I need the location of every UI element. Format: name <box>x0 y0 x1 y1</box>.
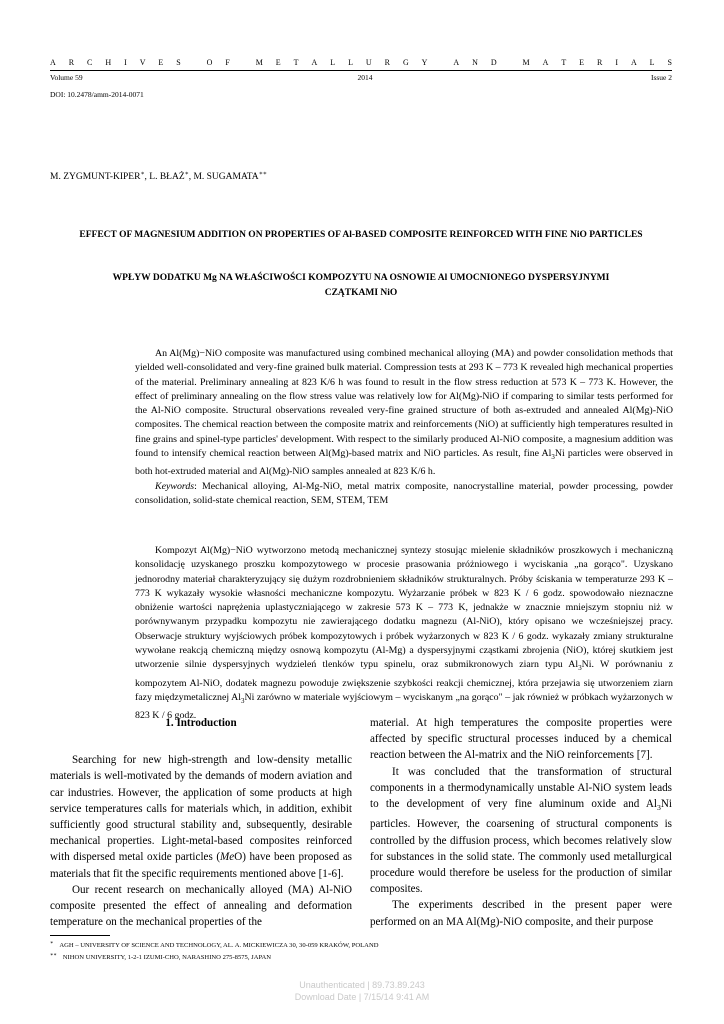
author-name: M. SUGAMATA <box>193 172 259 183</box>
journal-letter: M <box>255 58 263 67</box>
journal-letter: R <box>597 58 603 67</box>
author-name: L. BŁAŻ <box>149 172 185 183</box>
author-name: M. ZYGMUNT-KIPER <box>50 172 141 183</box>
journal-letter: I <box>124 58 127 67</box>
journal-letter: A <box>542 58 549 67</box>
journal-letter: E <box>275 58 281 67</box>
journal-letter: L <box>649 58 655 67</box>
body-paragraph: Searching for new high-strength and low-density metallic materials is well-motivated by the demands of modern aviation and car industries. However, the application of some products at high service temperatures calls for materials which, in addition, exhibit sufficiently good structural stability and, subsequently, desirable mechanical properties. Light-metal-based composites reinforced with dispersed metal oxide particles (MeO) have been proposed as materials that fit the specific requirements mentioned above [1-6]. <box>50 754 352 880</box>
abstract-english <box>135 347 673 508</box>
header-rule <box>50 70 672 71</box>
journal-letter: U <box>365 58 372 67</box>
affiliation-mark: ∗ <box>140 171 145 177</box>
journal-letter: A <box>311 58 318 67</box>
footnote-mark: ∗ <box>50 941 54 946</box>
year-label: 2014 <box>357 73 373 82</box>
journal-letter: R <box>384 58 390 67</box>
abstract-polish <box>135 544 673 724</box>
journal-letter: T <box>561 58 567 67</box>
keywords-label: Keywords <box>155 480 195 492</box>
body-paragraph: It was concluded that the transformation of structural components in a thermodynamically unstable Al-NiO system leads to the development of very fine aluminum oxide and $Al_3Ni$ particles. However, the coarsening of structural components is controlled by the diffusion process, which becomes relatively slow for substances in the solid state. The commonly used metallurgical procedure would therefore be useless for the production of similar composites. <box>370 765 672 896</box>
journal-name <box>50 58 672 67</box>
body-paragraph: The experiments described in the present paper were performed on an MA Al(Mg)-NiO composite, and their purpose <box>370 899 672 928</box>
download-watermark: Download Date | 7/15/14 9:41 AM <box>294 992 430 1002</box>
journal-letter: S <box>667 58 672 67</box>
journal-letter: A <box>453 58 460 67</box>
journal-letter: L <box>330 58 336 67</box>
journal-letter: M <box>522 58 530 67</box>
journal-letter: L <box>348 58 353 67</box>
footnote-mark: ∗∗ <box>50 953 57 958</box>
body-column-right <box>370 715 672 930</box>
journal-letter: A <box>50 58 56 67</box>
affiliation-mark: ∗∗ <box>258 171 267 177</box>
body-paragraph: material. At high temperatures the composite properties were affected by specific structural processes induced by a chemical reaction between the Al-matrix and the NiO reinforcements [7]. <box>370 717 672 762</box>
journal-letter: A <box>630 58 637 67</box>
journal-letter: N <box>472 58 478 67</box>
journal-letter: G <box>402 58 409 67</box>
journal-letter: I <box>615 58 618 67</box>
journal-letter: Y <box>421 58 428 67</box>
keywords: Keywords: Mechanical alloying, Al-Mg-NiO, metal matrix composite, nanocrystalline material, powder processing, powder consolidation, solid-state chemical reaction, SEM, STEM, TEM <box>135 480 673 506</box>
author-list: M. ZYGMUNT-KIPER∗, L. BŁAŻ∗, M. SUGAMATA∗∗ <box>50 171 267 183</box>
footnote: ∗ AGH – UNIVERSITY OF SCIENCE AND TECHNOLOGY, AL. A. MICKIEWICZA 30, 30-059 KRAKÓW, POLAND <box>50 941 379 950</box>
title-polish-line: CZĄTKAMI NiO <box>324 288 398 298</box>
journal-letter: S <box>176 58 181 67</box>
journal-letter: R <box>68 58 75 67</box>
title-english: EFFECT OF MAGNESIUM ADDITION ON PROPERTIES OF Al-BASED COMPOSITE REINFORCED WITH FINE NiO PARTICLES <box>79 230 643 240</box>
journal-letter: H <box>105 58 112 67</box>
footnote-rule <box>50 935 110 936</box>
journal-letter: F <box>225 58 230 67</box>
section-heading: 1. Introduction <box>165 717 237 729</box>
title-polish-line: WPŁYW DODATKU Mg NA WŁAŚCIWOŚCI KOMPOZYTU NA OSNOWIE Al UMOCNIONEGO DYSPERSYJNYMI <box>112 273 610 283</box>
journal-letter: V <box>139 58 146 67</box>
journal-letter: O <box>206 58 213 67</box>
body-column-left <box>50 715 352 930</box>
volume-label: Volume 59 <box>50 73 83 82</box>
doi: DOI: 10.2478/amm-2014-0071 <box>50 90 144 99</box>
abstract-paragraph: Kompozyt Al(Mg)−NiO wytworzono metodą mechanicznej syntezy stosując mielenie składników proszkowych i mechaniczną konsolidację uzyskanego proszku kompozytowego w procesie prasowania próżniowego i wyciskania „na gorąco". Uzyskano jednorodny materiał charakteryzujący się dużym rozdrobnieniem składników strukturalnych. Próby ściskania w temperaturze 293 K – 773 K wykazały wysokie własności mechaniczne kompozytu. Wyżarzanie próbek w 823 K / 6 godz. spowodowało nieznaczne obniżenie wartości naprężenia uplastyczniającego w zakresie 573 K – 773 K, jednakże w znacznie mniejszym stopniu niż w porównywanym przypadku kompozytu nie zawierającego dodatku magnezu (Al-NiO), który opisano we wcześniejszej pracy. Obserwacje struktury wyjściowych próbek kompozytowych i próbek wyżarzonych w 823 K / 6 godz. wykazały zmiany strukturalne wywołane reakcją chemiczną między osnową kompozytu (Al-Mg) a dyspersyjnymi cząstkami zbrojenia (NiO), której skutkiem jest utworzenie silnie dyspersyjnych wydzieleń tlenków typu spinelu, oraz submikronowych ziarn typu $Al_3Ni$. W porównaniu z kompozytem Al-NiO, dodatek magnezu powoduje zwiększenie szybkości reakcji chemicznej, która przejawia się utworzeniem ziarn fazy międzymetalicznej $Al_3Ni$ zarówno w materiale wyjściowym – wyciskanym „na gorąco" – jak również w próbkach wyżarzonych w 823 K / 6 godz. <box>135 545 673 722</box>
journal-letter: D <box>490 58 497 67</box>
title-polish <box>80 271 642 301</box>
abstract-paragraph: An Al(Mg)−NiO composite was manufactured using combined mechanical alloying (MA) and powder consolidation methods that yielded well-consolidated and very-fine grained bulk material. Compression tests at 293 K – 773 K revealed high mechanical properties of the material. Preliminary annealing at 823 K/6 h was found to result in the flow stress reduction at 573 K – 773 K. However, the effect of preliminary annealing on the flow stress value was relatively low for Al(Mg)-NiO if comparing to similar tests performed for the Al-NiO composite. Structural observations revealed very-fine grained structure of both as-extruded and annealed Al(Mg)-NiO composites. The chemical reaction between the composite matrix and reinforcements (NiO) at sufficiently high temperatures resulted in fine grains and spinel-type particles' development. With respect to the similarly produced Al-NiO composite, a magnesium addition was found to intensify chemical reaction between Al(Mg)-based matrix and NiO particles. As result, fine $Al_3Ni$ particles were observed in both hot-extruded material and Al(Mg)-NiO samples annealed at 823 K/6 h. <box>135 348 673 478</box>
body-paragraph: Our recent research on mechanically alloyed (MA) Al-NiO composite presented the effect of annealing and deformation temperature on the mechanical properties of the <box>50 883 352 929</box>
journal-letter: T <box>293 58 299 67</box>
journal-letter: E <box>579 58 585 67</box>
footnote: ∗∗ NIHON UNIVERSITY, 1-2-1 IZUMI-CHO, NARASHINO 275-8575, JAPAN <box>50 953 272 962</box>
journal-letter: E <box>158 58 164 67</box>
download-watermark: Unauthenticated | 89.73.89.243 <box>299 980 425 990</box>
affiliation-mark: ∗ <box>184 171 189 177</box>
issue-label: Issue 2 <box>650 73 672 82</box>
journal-letter: C <box>87 58 93 67</box>
